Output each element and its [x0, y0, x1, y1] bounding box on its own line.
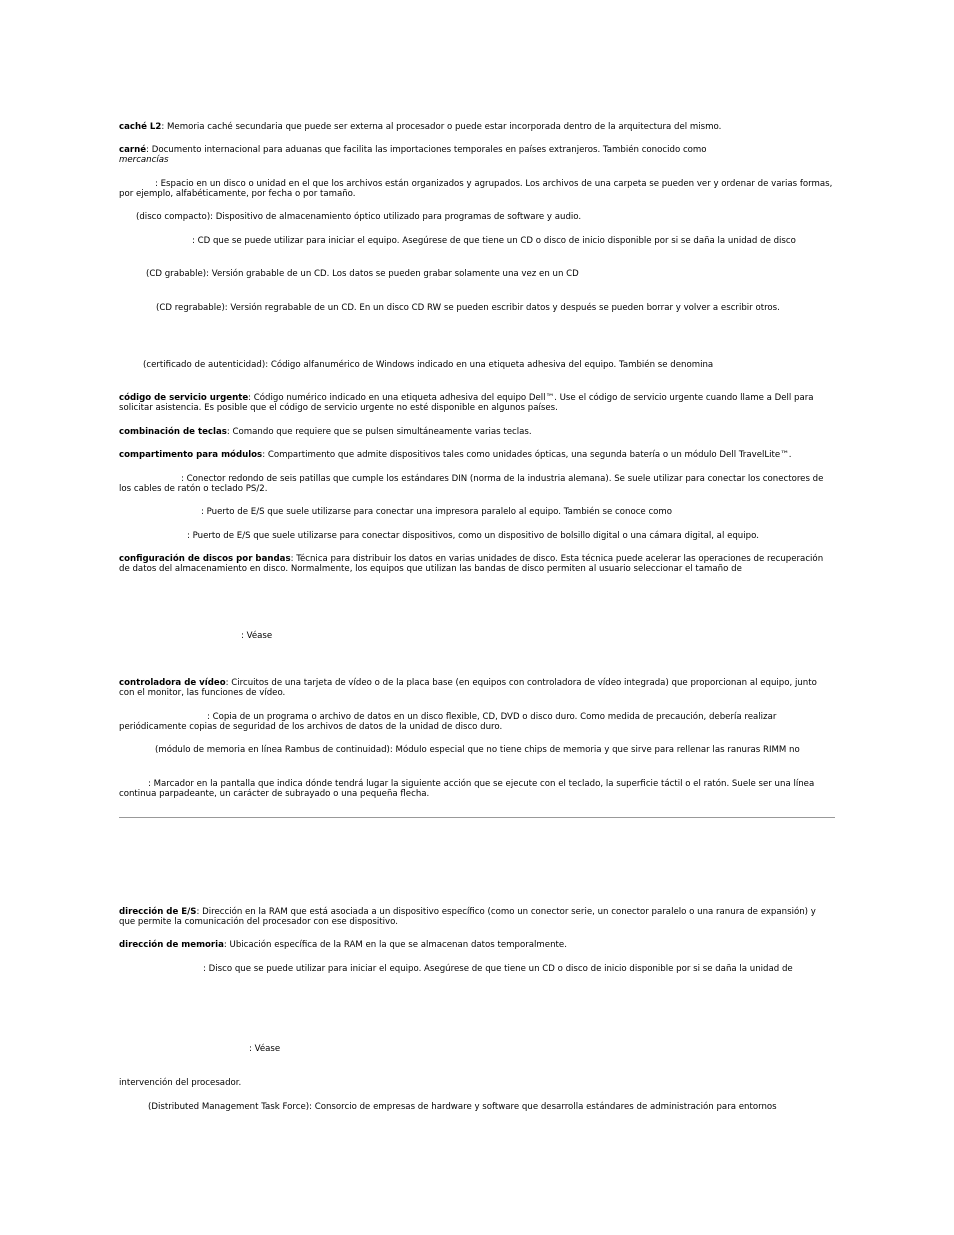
definition: : Disco que se puede utilizar para iniciar el equipo. Asegúrese de que tiene un CD o disco de inicio disponible por si se daña la unidad de: [203, 964, 793, 974]
glossary-entry: [119, 745, 833, 755]
definition: (Distributed Management Task Force): Consorcio de empresas de hardware y software que desarrolla estándares de administración para entornos: [148, 1102, 777, 1112]
definition: : Técnica para distribuir los datos en varias unidades de disco. Esta técnica puede acelerar las operaciones de recuperación de datos del almacenamiento en disco. Normalmente, los equipos que utilizan las bandas de disco permiten al usuario seleccionar el tamaño de: [119, 554, 824, 574]
term: combinación de teclas: [119, 427, 227, 437]
term: configuración de discos por bandas: [119, 554, 291, 564]
glossary-entry: [119, 236, 833, 246]
definition: intervención del procesador.: [119, 1078, 242, 1088]
glossary-entry: [119, 507, 833, 517]
term: dirección de memoria: [119, 940, 224, 950]
definition: : Memoria caché secundaria que puede ser externa al procesador o puede estar incorporada dentro de la arquitectura del mismo.: [161, 122, 722, 132]
glossary-entry: [119, 531, 833, 541]
glossary-entry: [119, 212, 833, 222]
glossary-entry: [119, 145, 833, 165]
glossary-entry: [119, 940, 833, 950]
glossary-entry: [119, 1102, 833, 1112]
term: controladora de vídeo: [119, 678, 226, 688]
definition: : Circuitos de una tarjeta de vídeo o de la placa base (en equipos con controladora de vídeo integrada) que proporcionan al equipo, junto con el monitor, las funciones de vídeo.: [119, 678, 817, 698]
term: dirección de E/S: [119, 907, 197, 917]
glossary-entry: [119, 360, 833, 370]
definition: : Comando que requiere que se pulsen simultáneamente varias teclas.: [226, 427, 532, 437]
definition: : Véase: [249, 1044, 281, 1054]
definition: : Compartimento que admite dispositivos tales como unidades ópticas, una segunda batería o un módulo Dell TravelLite™.: [262, 450, 792, 460]
glossary-entry: [119, 1078, 833, 1088]
glossary-entry: [119, 907, 833, 927]
glossary-entry: [119, 427, 833, 437]
definition: (certificado de autenticidad): Código alfanumérico de Windows indicado en una etiqueta adhesiva del equipo. También se denomina: [143, 360, 714, 370]
glossary-entry: [119, 450, 833, 460]
definition: : Copia de un programa o archivo de datos en un disco flexible, CD, DVD o disco duro. Como medida de precaución, debería realizar periódicamente copias de seguridad de los archivos de datos de la unidad de disco duro.: [119, 712, 777, 732]
section-divider: [119, 817, 835, 818]
glossary-entry: [119, 678, 833, 698]
glossary-entry: [119, 1044, 833, 1054]
definition: : Código numérico indicado en una etiqueta adhesiva del equipo Dell™. Use el código de servicio urgente cuando llame a Dell para solicitar asistencia. Es posible que el código de servicio urgente no esté disponible en algunos países.: [119, 393, 814, 413]
glossary-entry: [119, 631, 833, 641]
definition: : Conector redondo de seis patillas que cumple los estándares DIN (norma de la industria alemana). Se suele utilizar para conectar los conectores de los cables de ratón o teclado PS/2.: [119, 474, 824, 494]
glossary-entry: [119, 122, 833, 132]
glossary-entry: [119, 179, 833, 199]
glossary-entry: [119, 964, 833, 974]
term: carné: [119, 145, 147, 155]
term: código de servicio urgente: [119, 393, 249, 403]
glossary-entry: [119, 554, 833, 574]
definition: : CD que se puede utilizar para iniciar el equipo. Asegúrese de que tiene un CD o disco de inicio disponible por si se daña la unidad de disco: [192, 236, 796, 246]
definition: : Puerto de E/S que suele utilizarse para conectar una impresora paralelo al equipo. También se conoce como: [201, 507, 673, 517]
glossary-entry: [119, 779, 833, 799]
glossary-entry: [119, 393, 833, 413]
glossary-entry: [119, 303, 833, 313]
glossary-entry: [119, 712, 833, 732]
definition: (CD regrabable): Versión regrabable de un CD. En un disco CD RW se pueden escribir datos y después se pueden borrar y volver a escribir otros.: [156, 303, 780, 313]
term: caché L2: [119, 122, 162, 132]
definition: (módulo de memoria en línea Rambus de continuidad): Módulo especial que no tiene chips de memoria y que sirve para rellenar las ranuras RIMM no: [155, 745, 800, 755]
definition: : Marcador en la pantalla que indica dónde tendrá lugar la siguiente acción que se ejecute con el teclado, la superficie táctil o el ratón. Suele ser una línea continua parpadeante, un carácter de subrayado o una pequeña flecha.: [119, 779, 815, 799]
glossary-entry: [119, 474, 833, 494]
definition: : Puerto de E/S que suele utilizarse para conectar dispositivos, como un dispositivo de bolsillo digital o una cámara digital, al equipo.: [187, 531, 759, 541]
definition: (CD grabable): Versión grabable de un CD. Los datos se pueden grabar solamente una vez en un CD: [146, 269, 579, 279]
definition: : Véase: [241, 631, 273, 641]
definition: (disco compacto): Dispositivo de almacenamiento óptico utilizado para programas de software y audio.: [136, 212, 582, 222]
definition: : Documento internacional para aduanas que facilita las importaciones temporales en países extranjeros. También conocido como: [146, 145, 707, 155]
glossary-entry: [119, 269, 833, 279]
definition: : Espacio en un disco o unidad en el que los archivos están organizados y agrupados. Los archivos de una carpeta se pueden ver y ordenar de varias formas, por ejemplo, alfabéticamente, por fecha o por tamaño.: [119, 179, 833, 199]
definition: : Ubicación específica de la RAM en la que se almacenan datos temporalmente.: [223, 940, 567, 950]
term: compartimento para módulos: [119, 450, 263, 460]
definition: : Dirección en la RAM que está asociada a un dispositivo específico (como un conector serie, un conector paralelo o una ranura de expansión) y que permite la comunicación del procesador con ese dispositivo.: [119, 907, 816, 927]
definition-continuation: mercancías: [119, 155, 169, 165]
